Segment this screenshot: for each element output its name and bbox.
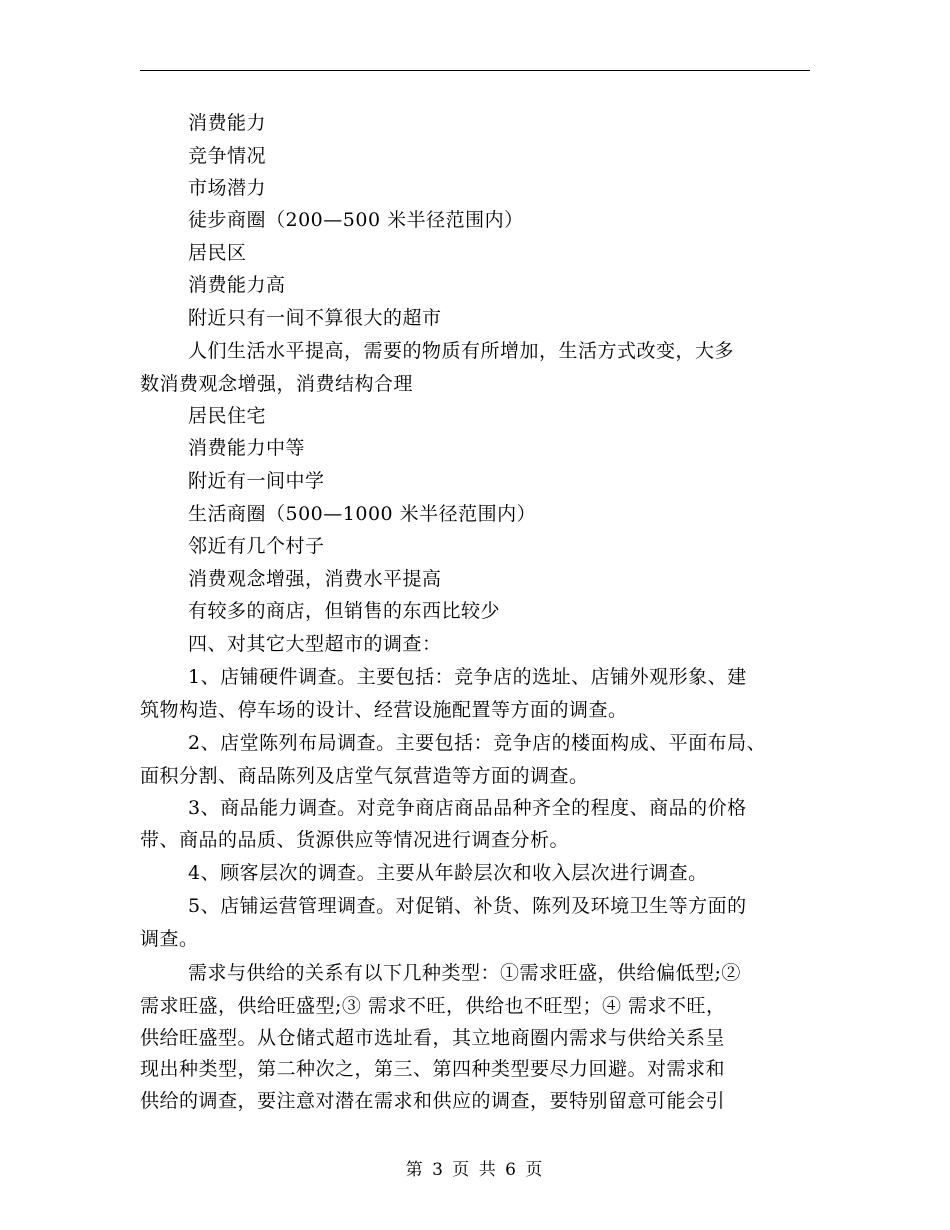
text-line: 调查。: [140, 928, 199, 950]
page-footer: 第 3 页 共 6 页: [405, 1160, 545, 1180]
text-line: 2、店堂陈列布局调查。主要包括：竞争店的楼面构成、平面布局、: [188, 732, 767, 754]
text-line: 有较多的商店，但销售的东西比较少: [188, 600, 501, 622]
header-rule: [140, 70, 810, 71]
text-line: 4、顾客层次的调查。主要从年龄层次和收入层次进行调查。: [188, 862, 708, 884]
text-line: 消费能力中等: [188, 437, 306, 459]
text-line: 数消费观念增强，消费结构合理: [140, 373, 414, 395]
text-line: 消费能力: [188, 112, 267, 134]
text-line: 筑物构造、停车场的设计、经营设施配置等方面的调查。: [140, 699, 628, 721]
text-line: 1、店铺硬件调查。主要包括：竞争店的选址、店铺外观形象、建: [188, 666, 747, 688]
text-line: 需求旺盛，供给旺盛型;③ 需求不旺，供给也不旺型；④ 需求不旺，: [140, 995, 726, 1017]
text-line: 市场潜力: [188, 177, 267, 199]
text-line: 生活商圈（500—1000 米半径范围内）: [188, 503, 537, 525]
text-line: 消费能力高: [188, 274, 286, 296]
text-line: 徒步商圈（200—500 米半径范围内）: [188, 209, 524, 231]
text-line: 居民住宅: [188, 405, 267, 427]
text-line: 带、商品的品质、货源供应等情况进行调查分析。: [140, 829, 570, 851]
text-line: 消费观念增强，消费水平提高: [188, 568, 442, 590]
text-line: 附近有一间中学: [188, 470, 325, 492]
text-line: 竞争情况: [188, 145, 267, 167]
text-line: 5、店铺运营管理调查。对促销、补货、陈列及环境卫生等方面的: [188, 895, 747, 917]
text-line: 3、商品能力调查。对竞争商店商品品种齐全的程度、商品的价格: [188, 797, 747, 819]
text-line: 供给的调查，要注意对潜在需求和供应的调查，要特别留意可能会引: [140, 1090, 726, 1112]
text-line: 居民区: [188, 242, 247, 264]
text-line: 附近只有一间不算很大的超市: [188, 307, 442, 329]
section-heading: 四、对其它大型超市的调查：: [188, 633, 442, 655]
text-line: 面积分割、商品陈列及店堂气氛营造等方面的调查。: [140, 765, 589, 787]
text-line: 需求与供给的关系有以下几种类型：①需求旺盛，供给偏低型;②: [188, 962, 741, 984]
text-line: 现出种类型，第二种次之，第三、第四种类型要尽力回避。对需求和: [140, 1058, 726, 1080]
text-line: 人们生活水平提高，需要的物质有所增加，生活方式改变，大多: [188, 340, 735, 362]
text-line: 供给旺盛型。从仓储式超市选址看，其立地商圈内需求与供给关系呈: [140, 1027, 726, 1049]
text-line: 邻近有几个村子: [188, 535, 325, 557]
